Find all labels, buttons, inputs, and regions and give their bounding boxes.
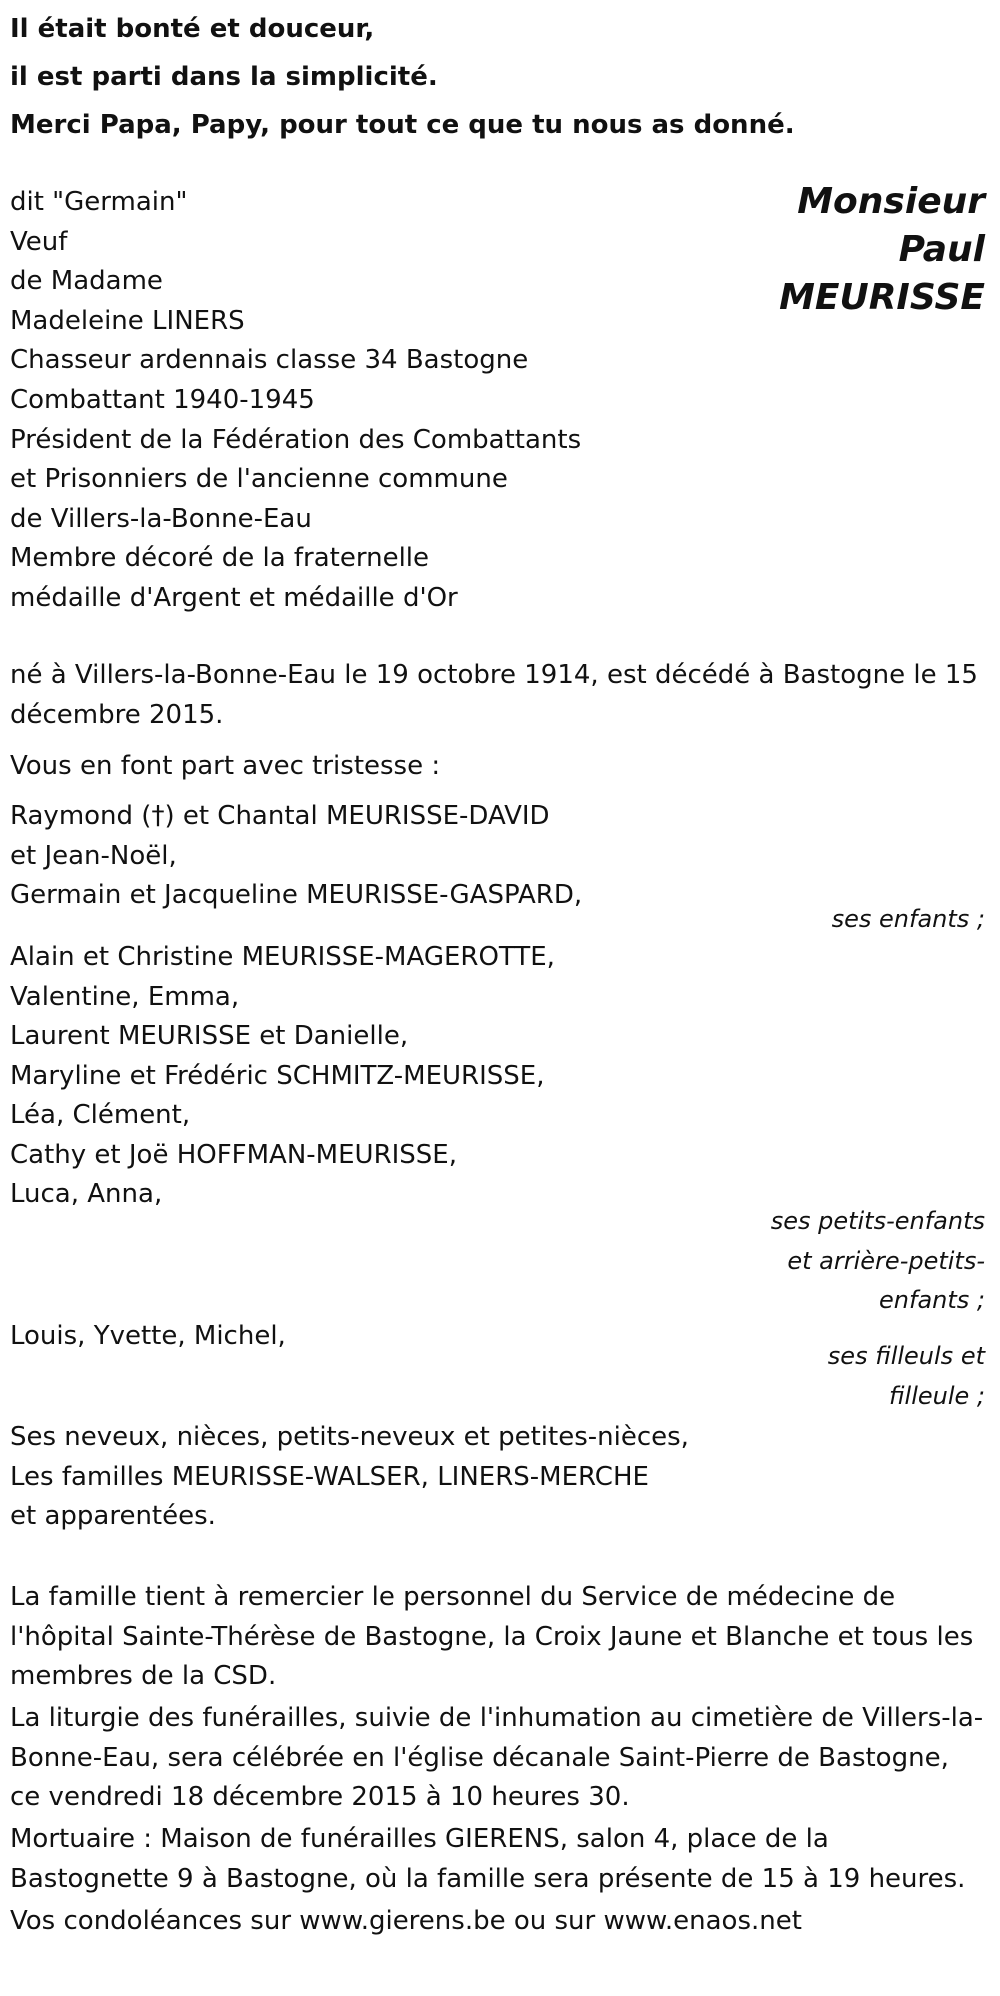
condolences-paragraph — [10, 1902, 985, 1942]
grandchildren-label — [725, 1202, 985, 1321]
list-item: Luca, Anna, — [10, 1179, 163, 1209]
quote-line: il est parti dans la simplicité. — [10, 62, 438, 92]
list-item: Germain et Jacqueline MEURISSE-GASPARD, — [10, 880, 583, 910]
title-line: Combattant 1940-1945 — [10, 384, 315, 415]
first-name: Paul — [898, 229, 985, 270]
announcement-text: Vous en font part avec tristesse : — [10, 751, 441, 781]
list-item: Maryline et Frédéric SCHMITZ-MEURISSE, — [10, 1060, 545, 1091]
quote-line: Il était bonté et douceur, — [10, 14, 375, 44]
title-line: Chasseur ardennais classe 34 Bastogne — [10, 345, 529, 376]
title-line: Président de la Fédération des Combattants — [10, 424, 582, 455]
list-item: et Jean-Noël, — [10, 840, 177, 871]
list-item: Raymond (†) et Chantal MEURISSE-DAVID — [10, 801, 550, 831]
last-name: MEURISSE — [779, 277, 985, 318]
salutation: Monsieur — [797, 181, 985, 222]
liturgy-text: La liturgie des funérailles, suivie de l'inhumation au cimetière de Villers-la-Bonne-Eau, sera célébrée en l'église décanale Saint-Pierre de Bastogne, ce vendredi 18 décembre 2015 à 10 heures 30. — [10, 1703, 984, 1812]
list-item: Laurent MEURISSE et Danielle, — [10, 1021, 409, 1051]
title-line: Madeleine LINERS — [10, 305, 245, 336]
list-item: Les familles MEURISSE-WALSER, LINERS-MERCHE — [10, 1461, 649, 1492]
title-line: dit "Germain" — [10, 187, 188, 217]
title-line: de Villers-la-Bonne-Eau — [10, 503, 312, 534]
relation-label: et arrière-petits- — [787, 1246, 985, 1275]
thanks-paragraph — [10, 1578, 985, 1697]
relation-label: filleule ; — [889, 1381, 985, 1410]
condolences-text: Vos condoléances sur www.gierens.be ou sur www.enaos.net — [10, 1906, 802, 1936]
liturgy-paragraph — [10, 1699, 985, 1818]
children-list — [10, 797, 985, 916]
list-item: Ses neveux, nièces, petits-neveux et petites-nièces, — [10, 1422, 689, 1452]
relation-label: enfants ; — [879, 1286, 985, 1314]
quote-line: Merci Papa, Papy, pour tout ce que tu nous as donné. — [10, 110, 795, 140]
relation-label: ses enfants ; — [831, 905, 985, 933]
list-item: Alain et Christine MEURISSE-MAGEROTTE, — [10, 942, 555, 972]
title-line: Veuf — [10, 226, 68, 257]
title-line: Membre décoré de la fraternelle — [10, 543, 430, 574]
list-item: Louis, Yvette, Michel, — [10, 1321, 286, 1351]
grandchildren-list — [10, 938, 985, 1215]
birth-death-paragraph — [10, 656, 985, 735]
list-item: Léa, Clément, — [10, 1100, 191, 1130]
tribute-quote — [10, 5, 985, 149]
title-line: médaille d'Argent et médaille d'Or — [10, 582, 458, 613]
children-label — [832, 900, 985, 940]
list-item: Valentine, Emma, — [10, 981, 240, 1012]
list-item: et apparentées. — [10, 1501, 216, 1531]
mortuary-text: Mortuaire : Maison de funérailles GIERENS, salon 4, place de la Bastognette 9 à Bastogne, où la famille sera présente de 15 à 19 heures. — [10, 1824, 966, 1894]
birth-death-text: né à Villers-la-Bonne-Eau le 19 octobre 1914, est décédé à Bastogne le 15 décembre 2015. — [10, 660, 978, 730]
relation-label: ses filleuls et — [827, 1342, 985, 1370]
list-item: Cathy et Joë HOFFMAN-MEURISSE, — [10, 1139, 458, 1170]
extended-family — [10, 1418, 985, 1537]
relation-label: ses petits-enfants — [770, 1207, 985, 1235]
godchildren-label — [785, 1337, 985, 1416]
deceased-titles — [10, 183, 985, 619]
thanks-text: La famille tient à remercier le personnel du Service de médecine de l'hôpital Sainte-Thérèse de Bastogne, la Croix Jaune et Blanche et tous les membres de la CSD. — [10, 1582, 974, 1691]
announcement — [10, 747, 985, 787]
mortuary-paragraph — [10, 1820, 985, 1899]
title-line: de Madame — [10, 266, 163, 297]
title-line: et Prisonniers de l'ancienne commune — [10, 464, 508, 495]
